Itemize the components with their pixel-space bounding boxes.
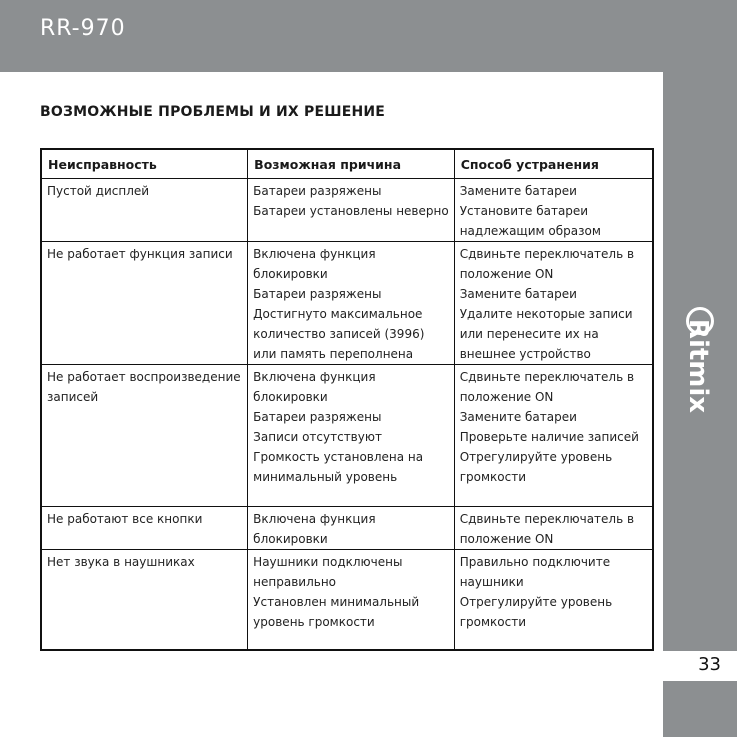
table-row (41, 242, 653, 365)
cell-line: уровень громкости (253, 615, 375, 629)
cell-line: Батареи разряжены (253, 287, 382, 301)
cell-line: количество записей (3996) (253, 327, 425, 341)
section-title: ВОЗМОЖНЫЕ ПРОБЛЕМЫ И ИХ РЕШЕНИЕ (40, 104, 386, 120)
cell-line: Проверьте наличие записей (459, 430, 639, 444)
solution-cell (454, 550, 653, 650)
cell-line: минимальный уровень (253, 470, 398, 484)
cell-line: Пустой дисплей (47, 184, 150, 198)
model-name: RR-970 (40, 16, 126, 41)
solution-cell (454, 365, 653, 507)
cell-line: Включена функция (253, 247, 376, 261)
cell-line: или память переполнена (253, 347, 414, 361)
cell-line: наушники (459, 575, 524, 589)
cause-cell (248, 507, 455, 550)
cell-line: Достигнуто максимальное (253, 307, 423, 321)
cause-cell (248, 365, 455, 507)
cell-line: Батареи разряжены (253, 410, 382, 424)
cell-line: Замените батареи (459, 410, 577, 424)
brand-name: Ritmix (683, 318, 713, 414)
solution-cell (454, 179, 653, 242)
cell-line: Не работает воспроизведение (47, 370, 241, 384)
cell-line: или перенесите их на (459, 327, 599, 341)
header-cause: Возможная причина (248, 149, 455, 179)
cell-line: внешнее устройство (459, 347, 591, 361)
cause-cell (248, 179, 455, 242)
cell-line: Не работают все кнопки (47, 512, 203, 526)
cell-line: блокировки (253, 267, 328, 281)
cell-line: Установите батареи (459, 204, 589, 218)
problem-cell (41, 179, 248, 242)
cell-line: Правильно подключите (459, 555, 611, 569)
table-row (41, 365, 653, 507)
troubleshooting-table (40, 148, 654, 651)
cell-line: Записи отсутствуют (253, 430, 382, 444)
cell-line: положение ON (459, 267, 554, 281)
solution-cell (454, 242, 653, 365)
cell-line: блокировки (253, 532, 328, 546)
cell-line: Громкость установлена на (253, 450, 424, 464)
cell-line: Включена функция (253, 370, 376, 384)
table-body (41, 179, 653, 650)
cell-line: громкости (459, 615, 526, 629)
cell-line: Установлен минимальный (253, 595, 420, 609)
page-number: 33 (698, 654, 721, 675)
cell-line: Удалите некоторые записи (459, 307, 633, 321)
cell-line: блокировки (253, 390, 328, 404)
cell-line: положение ON (459, 532, 554, 546)
header-problem: Неисправность (41, 149, 248, 179)
header-solution: Способ устранения (454, 149, 653, 179)
problem-cell (41, 242, 248, 365)
brand-logo (680, 300, 716, 420)
cell-line: громкости (459, 470, 526, 484)
problem-cell (41, 507, 248, 550)
cause-cell (248, 242, 455, 365)
cell-line: неправильно (253, 575, 337, 589)
cell-line: Батареи установлены неверно (253, 204, 449, 218)
problem-cell (41, 365, 248, 507)
table-header-row (41, 149, 653, 179)
problem-cell (41, 550, 248, 650)
cell-line: Сдвиньте переключатель в (459, 512, 635, 526)
cell-line: положение ON (459, 390, 554, 404)
cell-line: Сдвиньте переключатель в (459, 370, 635, 384)
cell-line: Отрегулируйте уровень (459, 595, 613, 609)
cell-line: Батареи разряжены (253, 184, 382, 198)
cell-line: Включена функция (253, 512, 376, 526)
table-row (41, 550, 653, 650)
cell-line: Замените батареи (459, 184, 577, 198)
table-row (41, 179, 653, 242)
cause-cell (248, 550, 455, 650)
cell-line: Не работает функция записи (47, 247, 233, 261)
cell-line: Замените батареи (459, 287, 577, 301)
cell-line: Наушники подключены (253, 555, 403, 569)
table-row (41, 507, 653, 550)
cell-line: Отрегулируйте уровень (459, 450, 613, 464)
cell-line: Нет звука в наушниках (47, 555, 195, 569)
solution-cell (454, 507, 653, 550)
cell-line: записей (47, 390, 99, 404)
cell-line: Сдвиньте переключатель в (459, 247, 635, 261)
cell-line: надлежащим образом (459, 224, 601, 238)
